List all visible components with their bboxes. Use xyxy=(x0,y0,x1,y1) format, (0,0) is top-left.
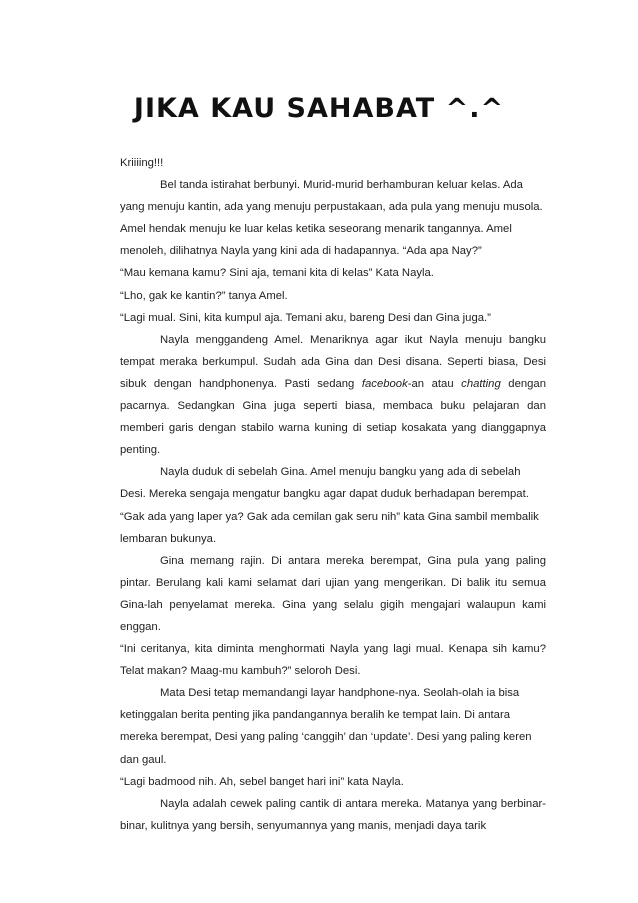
paragraph-1: Kriiiing!!! xyxy=(120,157,164,169)
paragraph-11: Mata Desi tetap memandangi layar handphone-nya. Seolah-olah ia bisa ketinggalan berita penting jika pandangannya beralih ke tempat lain. Di antara mereka berempat, Desi yang paling ‘canggih’ dan ‘update’. Desi yang paling keren dan gaul. xyxy=(120,687,532,766)
paragraph-9: Gina memang rajin. Di antara mereka berempat, Gina pula yang paling pintar. Berulang kali kami selamat dari ujian yang mengerikan. Di balik itu semua Gina-lah penyelamat mereka. Gina yang selalu gigih mengajari walaupun kami enggan. xyxy=(120,554,546,633)
paragraph-6 xyxy=(120,329,546,462)
paragraph-3: “Mau kemana kamu? Sini aja, temani kita di kelas” Kata Nayla. xyxy=(120,267,434,280)
story-body xyxy=(120,152,546,837)
paragraph-6-part-c: dengan pacarnya. Sedangkan Gina juga seperti biasa, membaca buku pelajaran dan memberi garis dengan stabilo warna kuning di setiap kosakata yang dianggapnya penting. xyxy=(120,377,546,457)
paragraph-4: “Lho, gak ke kantin?” tanya Amel. xyxy=(120,289,288,302)
paragraph-8: “Gak ada yang laper ya? Gak ada cemilan gak seru nih” kata Gina sambil membalik lembaran bukunya. xyxy=(120,510,539,545)
paragraph-6-emphasis-facebook: facebook xyxy=(361,377,408,390)
paragraph-13: Nayla adalah cewek paling cantik di antara mereka. Matanya yang berbinar-binar, kulitnya yang bersih, senyumannya yang manis, menjadi daya tarik xyxy=(120,797,546,832)
paragraph-6-emphasis-chatting: chatting xyxy=(461,377,501,390)
paragraph-6-part-a: Nayla menggandeng Amel. Menariknya agar ikut Nayla menuju bangku tempat meraka berkumpul. Sudah ada Gina dan Desi disana. Seperti biasa, Desi sibuk dengan handphonenya. Pasti sedang xyxy=(120,333,546,390)
story-title: JIKA KAU SAHABAT ^.^ xyxy=(133,93,505,124)
paragraph-7: Nayla duduk di sebelah Gina. Amel menuju bangku yang ada di sebelah Desi. Mereka sengaja mengatur bangku agar dapat duduk berhadapan berempat. xyxy=(120,466,529,501)
paragraph-12: “Lagi badmood nih. Ah, sebel banget hari ini” kata Nayla. xyxy=(120,775,404,788)
paragraph-5: “Lagi mual. Sini, kita kumpul aja. Temani aku, bareng Desi dan Gina juga.” xyxy=(120,311,491,324)
paragraph-2: Bel tanda istirahat berbunyi. Murid-murid berhamburan keluar kelas. Ada yang menuju kantin, ada yang menuju perpustakaan, ada pula yang menuju musola. Amel hendak menuju ke luar kelas ketika seseorang menarik tangannya. Amel menoleh, dilihatnya Nayla yang kini ada di hadapannya. “Ada apa Nay?” xyxy=(120,179,543,258)
paragraph-10: “Ini ceritanya, kita diminta menghormati Nayla yang lagi mual. Kenapa sih kamu? Telat makan? Maag-mu kambuh?” seloroh Desi. xyxy=(120,643,546,678)
paragraph-6-part-b: -an atau xyxy=(407,377,462,390)
